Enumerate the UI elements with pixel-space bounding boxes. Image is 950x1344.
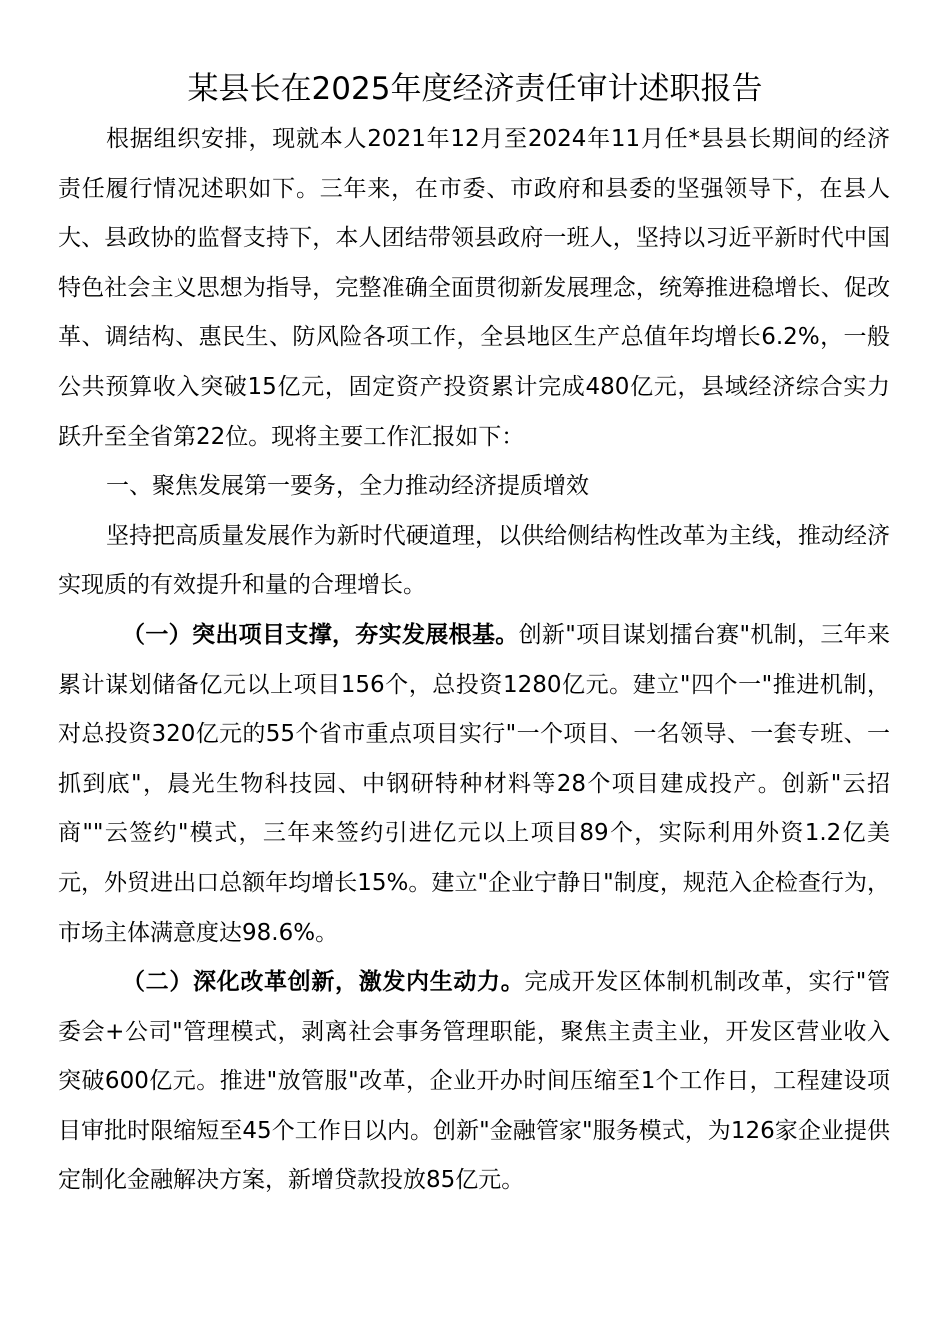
- subsection-text-1: 创新"项目谋划擂台赛"机制，三年来累计谋划储备亿元以上项目156个，总投资1280亿元。建立"四个一"推进机制，对总投资320亿元的55个省市重点项目实行"一个项目、一名领导、一套专班、一抓到底"，晨光生物科技园、中钢研特种材料等28个项目建成投产。创新"云招商""云签约"模式，三年来签约引进亿元以上项目89个，实际利用外资1.2亿美元，外贸进出口总额年均增长15%。建立"企业宁静日"制度，规范入企检查行为，市场主体满意度达98.6%。: [58, 621, 890, 946]
- document-title: 某县长在2025年度经济责任审计述职报告: [187, 71, 763, 107]
- document-body: [58, 115, 890, 1206]
- section-heading: 一、聚焦发展第一要务，全力推动经济提质增效: [106, 473, 589, 500]
- subsection-paragraph-2: [58, 958, 890, 1206]
- subsection-text-2: 完成开发区体制机制改革，实行"管委会+公司"管理模式，剥离社会事务管理职能，聚焦主责主业，开发区营业收入突破600亿元。推进"放管服"改革，企业开办时间压缩至1个工作日，工程建设项目审批时限缩短至45个工作日以内。创新"金融管家"服务模式，为126家企业提供定制化金融解决方案，新增贷款投放85亿元。: [58, 969, 890, 1194]
- intro-paragraph: 根据组织安排，现就本人2021年12月至2024年11月任*县县长期间的经济责任履行情况述职如下。三年来，在市委、市政府和县委的坚强领导下，在县人大、县政协的监督支持下，本人团结带领县政府一班人，坚持以习近平新时代中国特色社会主义思想为指导，完整准确全面贯彻新发展理念，统筹推进稳增长、促改革、调结构、惠民生、防风险各项工作，全县地区生产总值年均增长6.2%，一般公共预算收入突破15亿元，固定资产投资累计完成480亿元，县域经济综合实力跃升至全省第22位。现将主要工作汇报如下：: [58, 126, 890, 450]
- section-lead-paragraph: 坚持把高质量发展作为新时代硬道理，以供给侧结构性改革为主线，推动经济实现质的有效提升和量的合理增长。: [58, 522, 890, 599]
- subsection-heading-2: （二）深化改革创新，激发内生动力。: [122, 969, 525, 996]
- subsection-heading-1: （一）突出项目支撑，夯实发展根基。: [122, 621, 519, 648]
- subsection-paragraph-1: [58, 611, 890, 958]
